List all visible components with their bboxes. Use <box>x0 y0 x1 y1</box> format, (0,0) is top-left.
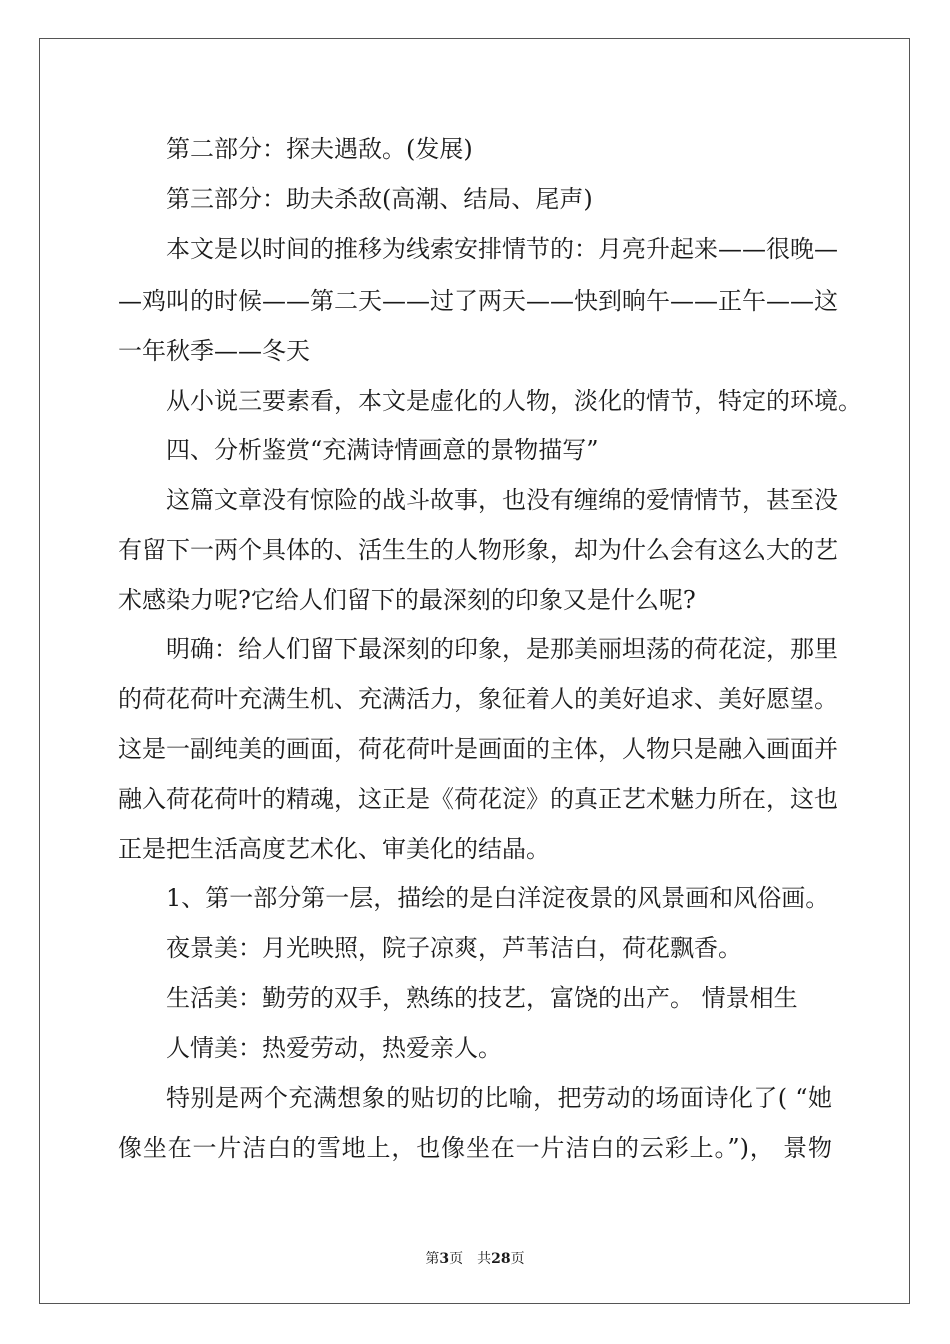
page-border <box>39 38 910 1304</box>
footer-suffix: 页 <box>510 1251 525 1267</box>
page-number: 3 <box>439 1251 450 1267</box>
text-line: 这篇文章没有惊险的战斗故事，也没有缠绵的爱情情节，甚至没 <box>166 486 838 514</box>
total-pages: 28 <box>491 1251 511 1267</box>
page-footer <box>0 1248 950 1268</box>
text-line: 融入荷花荷叶的精魂，这正是《荷花淀》的真正艺术魅力所在，这也 <box>118 785 838 813</box>
text-line: 第二部分：探夫遇敌。(发展) <box>166 135 473 163</box>
text-line: 明确：给人们留下最深刻的印象，是那美丽坦荡的荷花淀，那里 <box>166 635 838 663</box>
footer-prefix: 第 <box>425 1251 440 1267</box>
text-line: 生活美：勤劳的双手，熟练的技艺，富饶的出产。 情景相生 <box>166 984 798 1012</box>
text-line: 四、分析鉴赏“充满诗情画意的景物描写” <box>166 436 599 464</box>
text-line: 正是把生活高度艺术化、审美化的结晶。 <box>118 835 550 863</box>
text-line: 第三部分：助夫杀敌(高潮、结局、尾声) <box>166 185 593 213</box>
text-line: 的荷花荷叶充满生机、充满活力，象征着人的美好追求、美好愿望。 <box>118 685 838 713</box>
text-line: 术感染力呢?它给人们留下的最深刻的印象又是什么呢? <box>118 586 696 614</box>
footer-mid: 页 共 <box>449 1251 492 1267</box>
text-line: 从小说三要素看，本文是虚化的人物，淡化的情节，特定的环境。 <box>166 387 862 415</box>
text-line: 人情美：热爱劳动，热爱亲人。 <box>166 1034 502 1062</box>
text-line: 本文是以时间的推移为线索安排情节的：月亮升起来——很晚— <box>166 235 838 263</box>
text-line: 1、第一部分第一层，描绘的是白洋淀夜景的风景画和风俗画。 <box>166 884 830 912</box>
text-line: 特别是两个充满想象的贴切的比喻，把劳动的场面诗化了( “她 <box>166 1084 832 1112</box>
text-line: —鸡叫的时候——第二天——过了两天——快到晌午——正午——这 <box>118 287 838 315</box>
text-line: 这是一副纯美的画面，荷花荷叶是画面的主体，人物只是融入画面并 <box>118 735 838 763</box>
text-line: 像坐在一片洁白的雪地上，也像坐在一片洁白的云彩上。”)， 景物 <box>118 1134 832 1162</box>
text-line: 有留下一两个具体的、活生生的人物形象，却为什么会有这么大的艺 <box>118 536 838 564</box>
text-line: 一年秋季——冬天 <box>118 337 310 365</box>
text-line: 夜景美：月光映照，院子凉爽，芦苇洁白，荷花飘香。 <box>166 934 742 962</box>
